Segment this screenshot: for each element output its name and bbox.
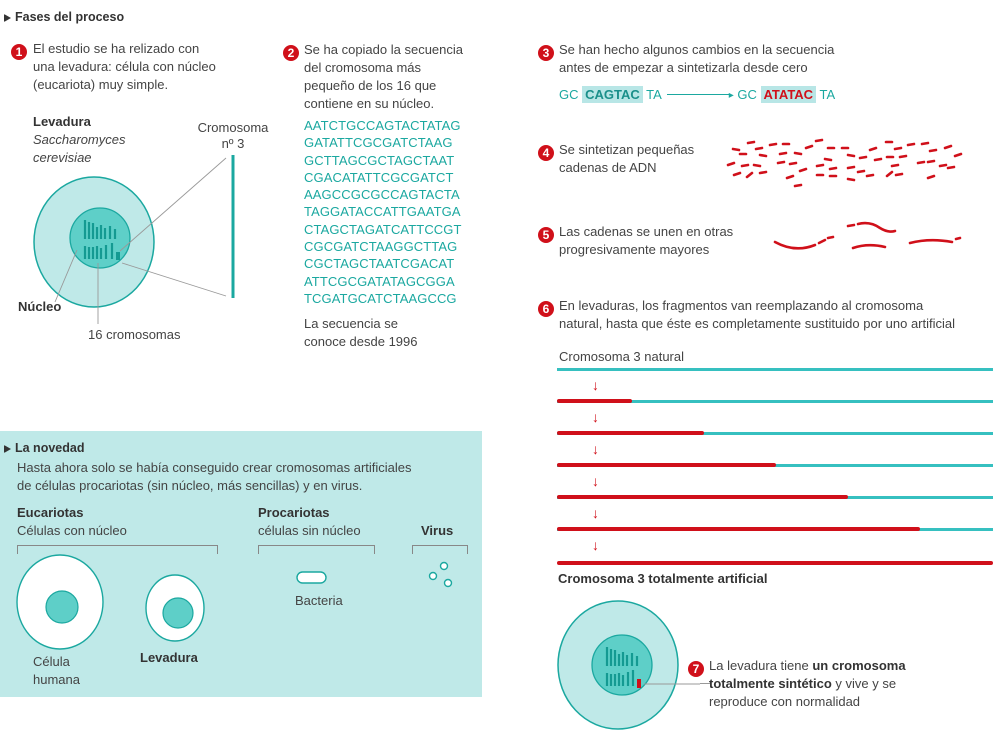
dna-fragments-icon bbox=[720, 135, 970, 195]
species-line: Saccharomyces bbox=[33, 132, 126, 147]
novedad-title: La novedad bbox=[15, 441, 85, 455]
down-arrow-icon: ↓ bbox=[592, 409, 599, 425]
down-arrow-icon: ↓ bbox=[592, 473, 599, 489]
artificial-segment bbox=[557, 463, 776, 467]
step-6-text bbox=[559, 297, 955, 333]
text-line: conoce desde 1996 bbox=[304, 334, 418, 349]
down-arrow-icon: ↓ bbox=[592, 505, 599, 521]
step-6-badge: 6 bbox=[538, 301, 554, 317]
chromosome-stage-1 bbox=[557, 400, 993, 403]
sequence-line: GATATTCGCGATCTAAG bbox=[304, 135, 453, 151]
sequence-line: TCGATGCATCTAAGCCG bbox=[304, 290, 457, 306]
text-bold: totalmente sintético bbox=[709, 676, 832, 691]
sequence-line: GCTTAGCGCTAGCTAAT bbox=[304, 152, 455, 168]
text-line: nº 3 bbox=[221, 136, 245, 151]
text-line: Célula bbox=[33, 654, 70, 669]
artificial-segment bbox=[557, 399, 632, 403]
novedad-text bbox=[17, 459, 412, 495]
sequence-line: ATTCGCGATATAGCGGA bbox=[304, 273, 455, 289]
group-subtitle: células sin núcleo bbox=[258, 523, 361, 538]
text-line: una levadura: célula con núcleo bbox=[33, 59, 216, 74]
text-line: En levaduras, los fragmentos van reemplazando al cromosoma bbox=[559, 298, 924, 313]
step-5-badge: 5 bbox=[538, 227, 554, 243]
novedad-panel bbox=[0, 431, 482, 697]
group-eucariotas bbox=[17, 504, 127, 540]
down-arrow-icon: ↓ bbox=[592, 377, 599, 393]
group-title: Eucariotas bbox=[17, 505, 84, 520]
text-line: Cromosoma bbox=[197, 120, 269, 135]
synthetic-yeast-diagram bbox=[540, 595, 700, 739]
chromosomes-count-label: 16 cromosomas bbox=[88, 327, 181, 342]
step-5-text bbox=[559, 223, 733, 259]
sequence-change bbox=[559, 86, 835, 105]
artificial-segment bbox=[557, 495, 848, 499]
chromosome-stage-0 bbox=[557, 368, 993, 371]
sequence-line: AATCTGCCAGTACTATAG bbox=[304, 118, 461, 133]
step-1-badge: 1 bbox=[11, 44, 27, 60]
sequence-note bbox=[304, 315, 417, 351]
yeast-label: Levadura bbox=[140, 650, 198, 665]
text-line: Hasta ahora solo se había conseguido crear cromosomas artificiales bbox=[17, 460, 412, 475]
sequence-line: CGCTAGCTAATCGACAT bbox=[304, 256, 455, 272]
arrow-line bbox=[667, 94, 729, 95]
human-cell-label bbox=[33, 653, 80, 689]
dna-sequence bbox=[304, 117, 462, 307]
yeast-cell-diagram bbox=[0, 0, 300, 340]
step-3-badge: 3 bbox=[538, 45, 554, 61]
chromosome-stage-3 bbox=[557, 464, 993, 467]
down-arrow-icon: ↓ bbox=[592, 537, 599, 553]
step-7-badge: 7 bbox=[688, 661, 704, 677]
text-line: reproduce con normalidad bbox=[709, 694, 861, 709]
group-title: Procariotas bbox=[258, 505, 330, 520]
group-subtitle: Células con núcleo bbox=[17, 523, 127, 538]
text-bold: un cromosoma bbox=[812, 658, 906, 673]
text-line: Las cadenas se unen en otras bbox=[559, 224, 734, 239]
text-line: de células procariotas (sin núcleo, más sencillas) y en virus. bbox=[17, 478, 363, 493]
text-line: pequeño de los 16 que bbox=[304, 78, 437, 93]
species-line: cerevisiae bbox=[33, 150, 92, 165]
text-line: (eucariota) muy simple. bbox=[33, 77, 169, 92]
section-title: Fases del proceso bbox=[15, 10, 125, 24]
chromosome-stage-2 bbox=[557, 432, 993, 435]
bacteria-label: Bacteria bbox=[295, 593, 343, 608]
sequence-line: CTAGCTAGATCATTCCGT bbox=[304, 221, 462, 237]
step-4-badge: 4 bbox=[538, 145, 554, 161]
text-span: y vive y se bbox=[831, 676, 897, 691]
joined-dna-chains-icon bbox=[760, 215, 980, 260]
step-2-badge: 2 bbox=[283, 45, 299, 61]
group-virus-title: Virus bbox=[421, 523, 454, 538]
sequence-line: CGACATATTCGCGATCT bbox=[304, 169, 454, 185]
sequence-line: TAGGATACCATTGAATGA bbox=[304, 204, 461, 220]
text-line: La secuencia se bbox=[304, 316, 398, 331]
modified-codon: ATATAC bbox=[761, 86, 817, 103]
step-4-text bbox=[559, 141, 694, 177]
nucleus-label: Núcleo bbox=[18, 299, 62, 314]
sequence-line: AAGCCGCGCCAGTACTA bbox=[304, 187, 460, 203]
text-line: cadenas de ADN bbox=[559, 160, 657, 175]
chromosome-stage-6 bbox=[557, 561, 993, 565]
text-line: natural, hasta que éste es completamente sustituido por uno artificial bbox=[559, 316, 956, 331]
text-line: contiene en su núcleo. bbox=[304, 96, 435, 111]
text-line: humana bbox=[33, 672, 80, 687]
step-7-text bbox=[709, 657, 906, 711]
seq-prefix: GC bbox=[737, 87, 757, 102]
novedad-header bbox=[4, 441, 84, 455]
chromosome-stage-5 bbox=[557, 528, 993, 531]
text-line: antes de empezar a sintetizarla desde cero bbox=[559, 60, 808, 75]
text-span: La levadura tiene bbox=[709, 658, 813, 673]
organism-name: Levadura bbox=[33, 114, 91, 129]
text-line: Se ha copiado la secuencia bbox=[304, 42, 464, 57]
text-line: progresivamente mayores bbox=[559, 242, 710, 257]
step-3-text bbox=[559, 41, 834, 77]
chromosome-stage-4 bbox=[557, 496, 993, 499]
bacteria-icon bbox=[297, 572, 326, 583]
sequence-line: CGCGATCTAAGGCTTAG bbox=[304, 239, 458, 255]
text-line: Se sintetizan pequeñas bbox=[559, 142, 695, 157]
bullet-triangle-icon bbox=[4, 445, 11, 453]
artificial-segment bbox=[557, 527, 920, 531]
artificial-segment bbox=[557, 431, 704, 435]
arrow-right-icon: ▸ bbox=[728, 90, 734, 101]
original-codon: CAGTAC bbox=[582, 86, 643, 103]
down-arrow-icon: ↓ bbox=[592, 441, 599, 457]
seq-suffix: TA bbox=[646, 87, 662, 102]
artificial-chromosome-label: Cromosoma 3 totalmente artificial bbox=[558, 571, 768, 586]
text-line: Se han hecho algunos cambios en la secuencia bbox=[559, 42, 835, 57]
synthetic-chromosome-icon bbox=[637, 679, 641, 688]
seq-prefix: GC bbox=[559, 87, 579, 102]
step-2-text bbox=[304, 41, 463, 113]
text-line: del cromosoma más bbox=[304, 60, 422, 75]
seq-suffix: TA bbox=[819, 87, 836, 102]
text-line: El estudio se ha relizado con bbox=[33, 41, 200, 56]
virus-icon bbox=[430, 563, 452, 587]
natural-chromosome-label: Cromosoma 3 natural bbox=[559, 349, 684, 364]
group-procariotas bbox=[258, 504, 361, 540]
